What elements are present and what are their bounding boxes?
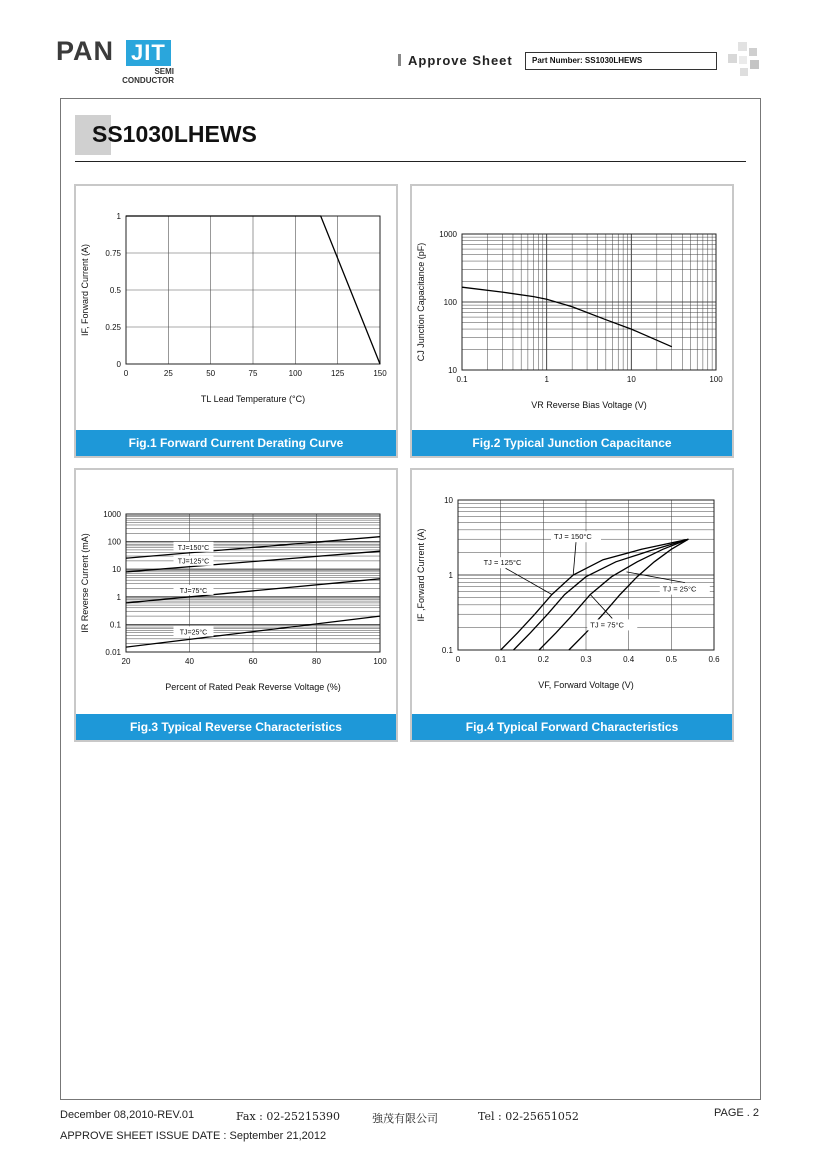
y-axis-label: IR Reverse Current (mA) — [80, 533, 90, 633]
x-tick-label: 0 — [455, 655, 461, 664]
plot-grid — [462, 234, 716, 370]
fig2-caption: Fig.2 Typical Junction Capacitance — [412, 430, 732, 456]
y-tick-label: 0 — [116, 360, 121, 369]
x-tick-label: 125 — [330, 369, 345, 378]
y-tick-label: 100 — [443, 298, 457, 307]
x-tick-label: 100 — [709, 375, 723, 384]
y-tick-label: 1 — [448, 571, 453, 580]
logo-semi-text: SEMI — [154, 67, 174, 76]
y-tick-label: 0.75 — [105, 249, 121, 258]
y-axis-label: CJ Junction Capacitance (pF) — [416, 242, 426, 362]
x-tick-label: 100 — [288, 369, 303, 378]
x-tick-label: 25 — [163, 369, 173, 378]
x-tick-label: 10 — [626, 375, 636, 384]
footer-fax: Fax : 02-25215390 — [236, 1110, 341, 1123]
fig4-chart — [412, 470, 732, 716]
x-axis-label: VR Reverse Bias Voltage (V) — [531, 400, 647, 410]
plot-grid — [126, 216, 380, 364]
title-rule — [75, 161, 746, 162]
part-number-box: Part Number: SS1030LHEWS — [525, 52, 717, 70]
series-label: TJ=125°C — [177, 558, 210, 566]
footer-page: PAGE . 2 — [714, 1107, 760, 1119]
y-axis-label: IF ,Forward Current (A) — [416, 528, 426, 622]
fig1-panel — [74, 184, 398, 458]
fig3-chart — [76, 470, 396, 716]
footer-issue-date: APPROVE SHEET ISSUE DATE : September 21,2012 — [60, 1130, 327, 1142]
y-tick-label: 0.01 — [105, 648, 121, 657]
x-tick-label: 1 — [544, 375, 549, 384]
plot-grid — [458, 500, 714, 650]
logo-jit-text: JIT — [126, 40, 171, 66]
footer-date-rev: December 08,2010-REV.01 — [60, 1109, 195, 1121]
y-tick-label: 1 — [116, 212, 121, 221]
x-tick-label: 0.5 — [665, 655, 677, 664]
fig1-caption: Fig.1 Forward Current Derating Curve — [76, 430, 396, 456]
x-tick-label: 0.4 — [623, 655, 635, 664]
x-tick-label: 100 — [373, 657, 387, 666]
x-axis-label: TL Lead Temperature (°C) — [200, 394, 306, 404]
footer-company: 強茂有限公司 — [372, 1112, 438, 1125]
x-tick-label: 40 — [185, 657, 194, 666]
y-tick-label: 0.1 — [109, 620, 121, 630]
logo-subtitle — [122, 67, 174, 85]
series-label: TJ = 25°C — [662, 584, 697, 594]
logo-pan-text: PAN — [56, 36, 115, 66]
x-tick-label: 150 — [373, 369, 387, 378]
decorative-squares-icon — [726, 42, 760, 78]
series-label: TJ=75°C — [179, 587, 208, 595]
y-tick-label: 1000 — [439, 230, 457, 239]
x-tick-label: 60 — [248, 657, 258, 666]
y-tick-label: 10 — [112, 565, 121, 575]
x-tick-label: 0.1 — [456, 375, 468, 384]
fig1-chart — [76, 186, 396, 432]
series-label: TJ = 150°C — [554, 532, 592, 542]
fig2-chart — [412, 186, 732, 432]
fig4-panel — [410, 468, 734, 742]
x-tick-label: 0.2 — [537, 655, 549, 664]
fig3-panel — [74, 468, 398, 742]
x-tick-label: 0.1 — [495, 655, 507, 664]
panjit-logo — [56, 36, 186, 88]
series-label: TJ=150°C — [177, 544, 210, 552]
x-axis-label: Percent of Rated Peak Reverse Voltage (%) — [165, 682, 341, 692]
series-label: TJ = 75°C — [590, 620, 624, 630]
approve-sheet-text: Approve Sheet — [408, 53, 513, 68]
y-tick-label: 10 — [448, 366, 457, 375]
footer-tel: Tel : 02-25651052 — [478, 1110, 579, 1123]
x-tick-label: 0.3 — [580, 655, 592, 664]
y-tick-label: 1000 — [103, 510, 121, 519]
series-label: TJ = 125°C — [483, 558, 522, 568]
x-tick-label: 20 — [121, 657, 131, 666]
label-leader-line — [627, 572, 685, 583]
x-tick-label: 0.6 — [708, 655, 720, 664]
y-tick-label: 100 — [107, 537, 121, 547]
label-leader-line — [506, 568, 552, 594]
x-axis-label: VF, Forward Voltage (V) — [538, 680, 634, 690]
fig4-caption: Fig.4 Typical Forward Characteristics — [412, 714, 732, 740]
y-tick-label: 0.25 — [105, 323, 121, 332]
y-axis-label: IF, Forward Current (A) — [80, 243, 90, 337]
x-tick-label: 50 — [206, 369, 216, 378]
series-label: TJ=25°C — [179, 629, 208, 637]
y-tick-label: 10 — [444, 496, 453, 505]
page-title: SS1030LHEWS — [92, 121, 257, 147]
logo-conductor-text: CONDUCTOR — [122, 76, 174, 85]
fig2-panel — [410, 184, 734, 458]
y-tick-label: 1 — [116, 592, 121, 602]
fig3-caption: Fig.3 Typical Reverse Characteristics — [76, 714, 396, 740]
y-tick-label: 0.1 — [441, 646, 453, 655]
x-tick-label: 75 — [248, 369, 258, 378]
approve-sheet-label — [398, 53, 513, 68]
x-tick-label: 80 — [312, 657, 321, 666]
x-tick-label: 0 — [123, 369, 129, 378]
y-tick-label: 0.5 — [109, 286, 121, 295]
label-leader-line — [573, 542, 576, 575]
